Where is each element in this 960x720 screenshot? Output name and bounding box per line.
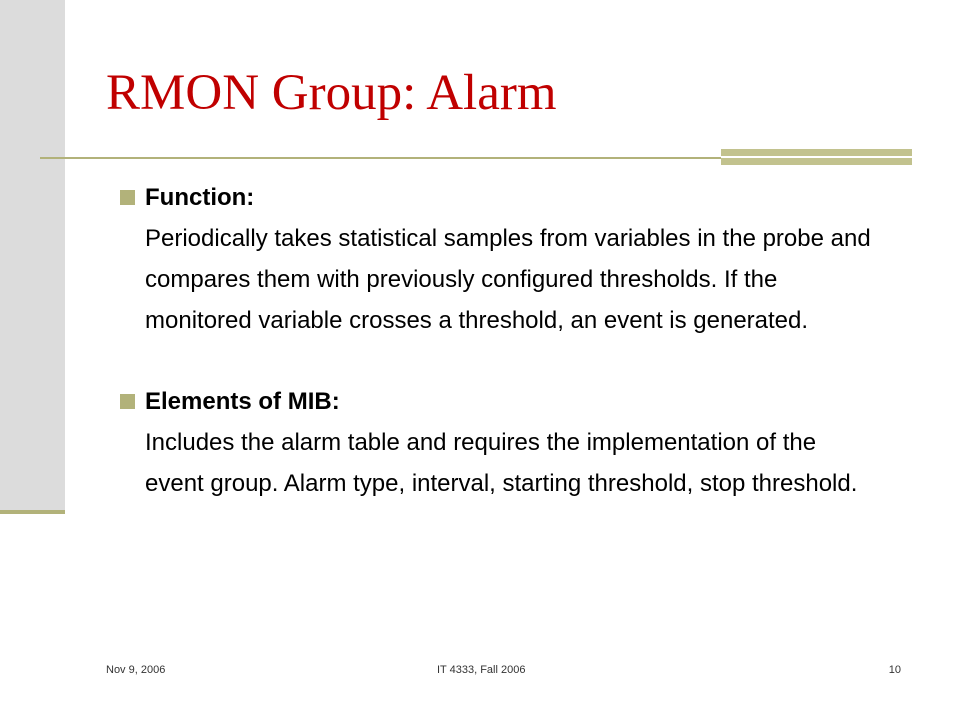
slide-title: RMON Group: Alarm	[106, 65, 557, 121]
footer-course: IT 4333, Fall 2006	[437, 664, 526, 676]
footer-date: Nov 9, 2006	[106, 664, 166, 676]
side-panel-accent	[0, 510, 65, 514]
side-panel	[0, 0, 65, 512]
title-divider-accent	[721, 149, 912, 165]
bullet-text: Includes the alarm table and requires the implementation of the event group. Alarm type, interval, starting threshold, stop threshold.	[145, 429, 858, 497]
footer-page-number: 10	[888, 664, 901, 676]
square-bullet-icon	[120, 394, 135, 409]
bullet-text: Periodically takes statistical samples from variables in the probe and compares them with previously configured thresholds. If the monitored variable crosses a threshold, an event is generated.	[145, 225, 871, 334]
bullet-heading: Function:	[145, 184, 255, 211]
bullet-elements-of-mib	[120, 381, 880, 504]
bullet-function	[120, 177, 880, 341]
square-bullet-icon	[120, 190, 135, 205]
bullet-list	[120, 177, 880, 504]
bullet-heading: Elements of MIB:	[145, 388, 340, 415]
